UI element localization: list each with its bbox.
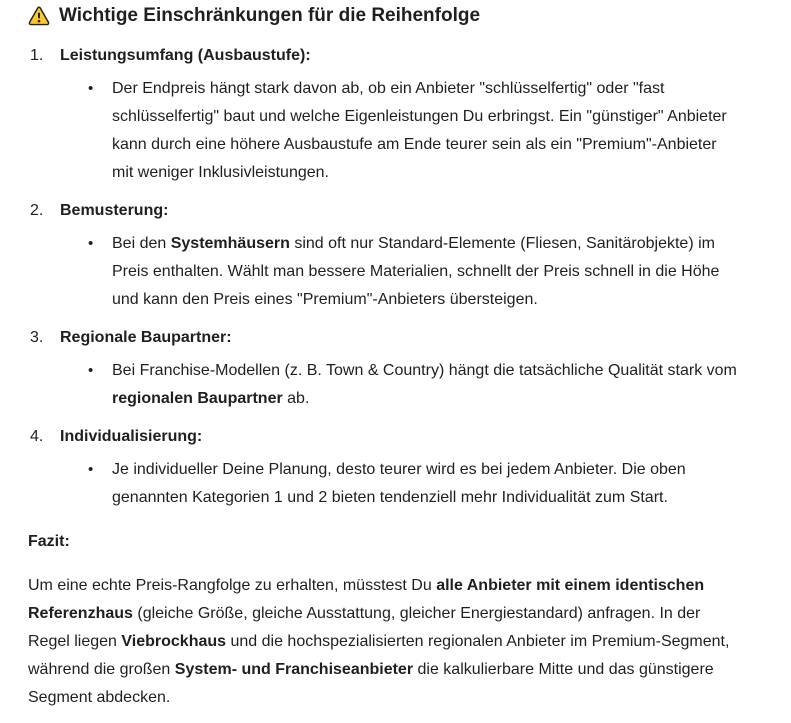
constraints-list [28, 42, 741, 512]
fazit-label: Fazit: [28, 533, 70, 550]
section-heading [28, 2, 741, 30]
list-item [28, 42, 741, 187]
list-item [28, 197, 741, 314]
warning-icon [28, 6, 50, 26]
list-item-number: 3. [30, 329, 44, 346]
bullet-text: Bei den Systemhäusern sind oft nur Standard-Elemente (Fliesen, Sanitärobjekte) im Preis enthalten. Wählt man bessere Materialien, schnellt der Preis schnell in die Höhe und kann den Preis eines "Premium"-Anbieters übersteigen. [112, 235, 720, 308]
list-item-title: Bemusterung: [60, 202, 169, 219]
bullet-text: Bei Franchise-Modellen (z. B. Town & Country) hängt die tatsächliche Qualität stark vom regionalen Baupartner ab. [112, 362, 737, 407]
list-item-title: Individualisierung: [60, 428, 203, 445]
bullet-marker: • [88, 461, 94, 478]
conclusion-paragraph: Um eine echte Preis-Rangfolge zu erhalten, müsstest Du alle Anbieter mit einem identischen Referenzhaus (gleiche Größe, gleiche Ausstattung, gleicher Energiestandard) anfragen. In der Regel liegen Viebrockhaus und die hochspezialisierten regionalen Anbieter im Premium-Segment, während die großen System- und Franchiseanbieter die kalkulierbare Mitte und das günstigere Segment abdecken. [28, 577, 730, 706]
list-item [28, 324, 741, 413]
list-item-number: 1. [30, 47, 44, 64]
list-item-number: 2. [30, 202, 44, 219]
list-item-title: Leistungsumfang (Ausbaustufe): [60, 47, 311, 64]
bullet-marker: • [88, 80, 94, 97]
list-item-title: Regionale Baupartner: [60, 329, 232, 346]
bullet-text: Je individueller Deine Planung, desto teurer wird es bei jedem Anbieter. Die oben genannten Kategorien 1 und 2 bieten tendenziell mehr Individualität zum Start. [112, 461, 686, 506]
bullet-marker: • [88, 235, 94, 252]
bullet-text: Der Endpreis hängt stark davon ab, ob ein Anbieter "schlüsselfertig" oder "fast schlüsselfertig" baut und welche Eigenleistungen Du erbringst. Ein "günstiger" Anbieter kann durch eine höhere Ausbaustufe am Ende teurer sein als ein "Premium"-Anbieter mit weniger Inklusivleistungen. [112, 80, 727, 181]
list-item-number: 4. [30, 428, 44, 445]
list-item [28, 423, 741, 512]
bullet-marker: • [88, 362, 94, 379]
section-heading-text: Wichtige Einschränkungen für die Reihenfolge [59, 5, 481, 26]
